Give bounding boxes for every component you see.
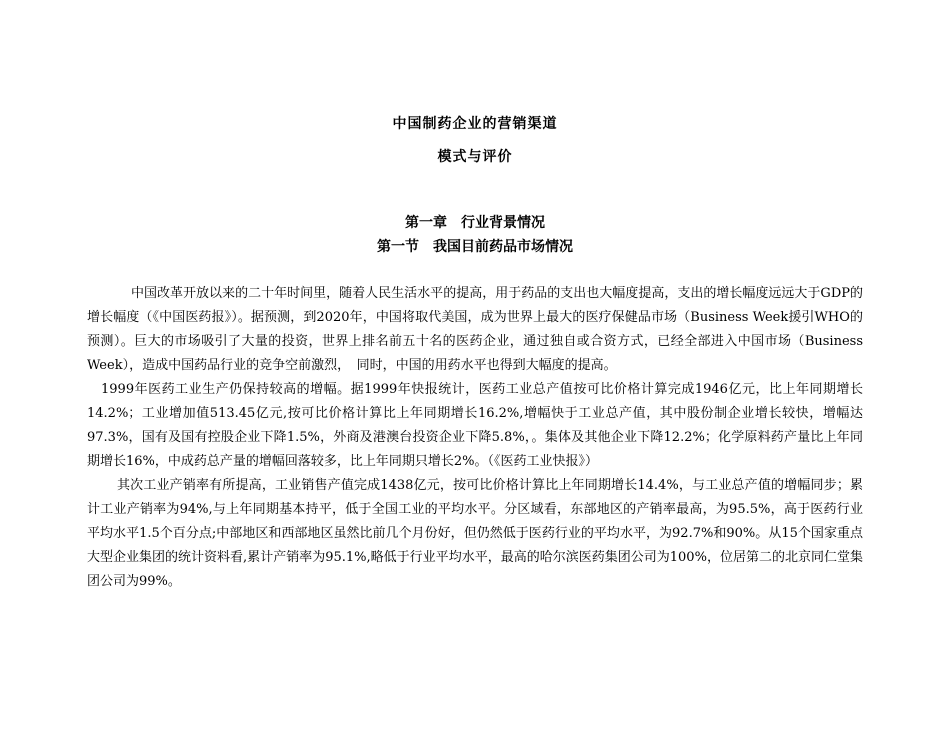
document-body	[87, 282, 863, 594]
document-title: 中国制药企业的营销渠道	[392, 116, 558, 132]
section-heading: 第一节 我国目前药品市场情况	[377, 239, 573, 255]
paragraph-sales-rate: 其次工业产销率有所提高，工业销售产值完成1438亿元，按可比价格计算比上年同期增长14.4%，与工业总产值的增幅同步；累计工业产销率为94%,与上年同期基本持平，低于全国工业的平均水平。分区域看，东部地区的产销率最高，为95.5%，高于医药行业平均水平1.5个百分点;中部地区和西部地区虽然比前几个月份好，但仍然低于医药行业的平均水平，为92.7%和90%。从15个国家重点大型企业集团的统计资料看,累计产销率为95.1%,略低于行业平均水平，最高的哈尔滨医药集团公司为100%，位居第二的北京同仁堂集团公司为99%。	[87, 478, 863, 589]
chapter-heading: 第一章 行业背景情况	[405, 215, 545, 231]
paragraph-market-growth: 中国改革开放以来的二十年时间里，随着人民生活水平的提高，用于药品的支出也大幅度提高，支出的增长幅度远远大于GDP的增长幅度（《中国医药报》）。据预测，到2020年，中国将取代美国，成为世界上最大的医疗保健品市场（Business Week援引WHO的预测）。巨大的市场吸引了大量的投资，世界上排名前五十名的医药企业，通过独自或合资方式，已经全部进入中国市场（Business Week），造成中国药品行业的竞争空前激烈， 同时，中国的用药水平也得到大幅度的提高。	[87, 286, 863, 373]
document-subtitle: 模式与评价	[437, 149, 513, 165]
paragraph-industry-output: 1999年医药工业生产仍保持较高的增幅。据1999年快报统计，医药工业总产值按可比价格计算完成1946亿元，比上年同期增长14.2%；工业增加值513.45亿元,按可比价格计算比上年同期增长16.2%,增幅快于工业总产值，其中股份制企业增长较快，增幅达97.3%，国有及国有控股企业下降1.5%，外商及港澳台投资企业下降5.8%，。集体及其他企业下降12.2%；化学原料药产量比上年同期增长16%，中成药总产量的增幅回落较多，比上年同期只增长2%。（《医药工业快报》）	[87, 382, 863, 469]
